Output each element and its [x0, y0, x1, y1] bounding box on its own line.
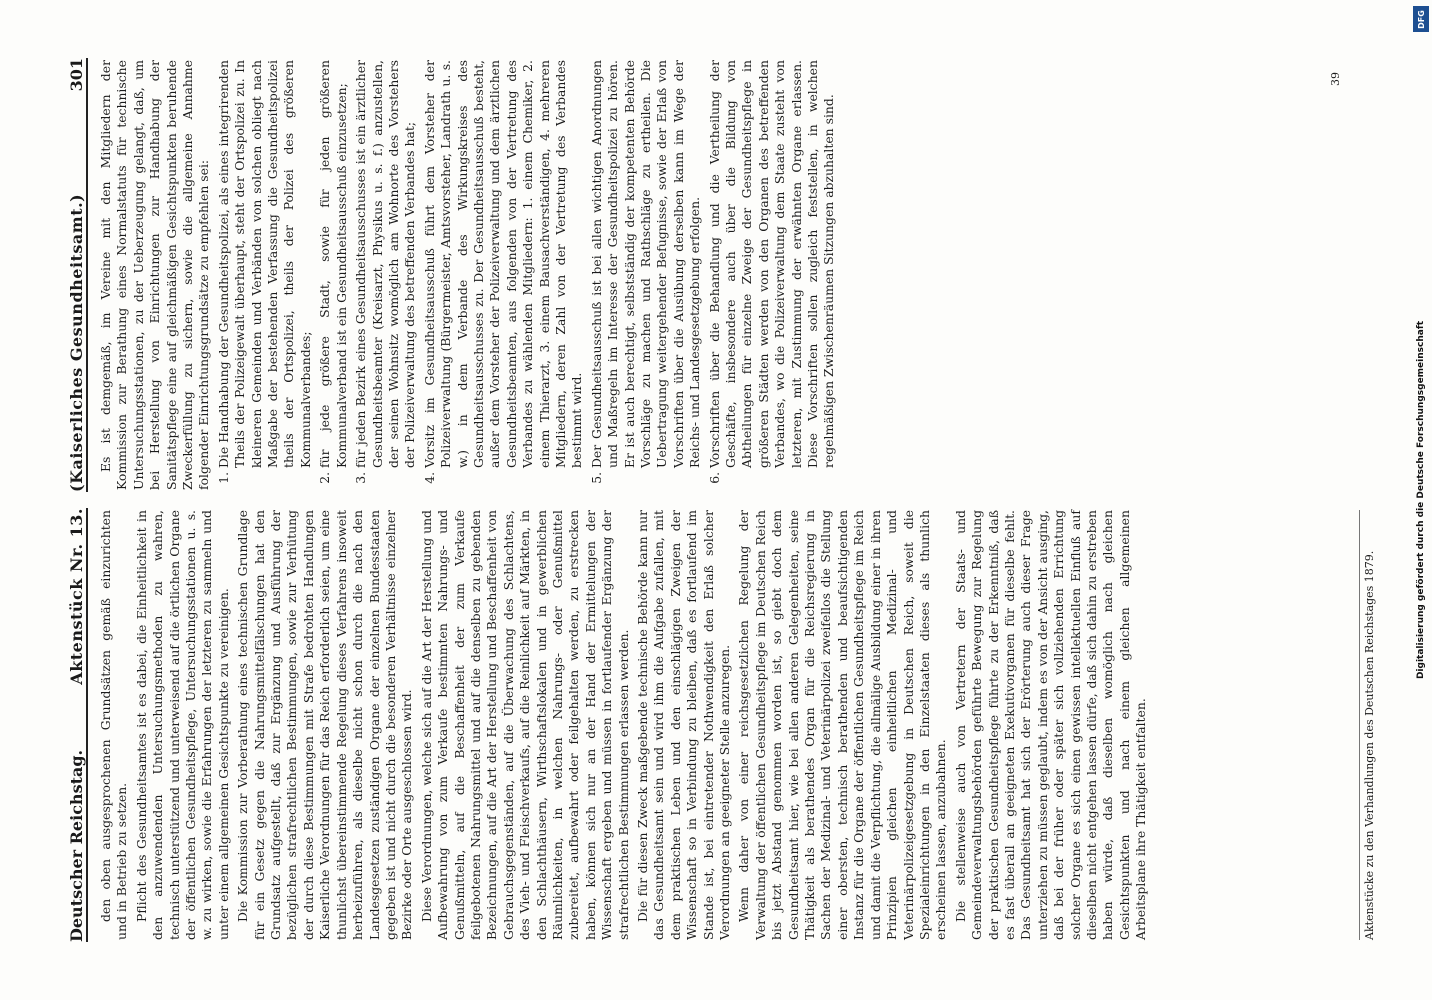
left-body-text: [98, 510, 1346, 940]
signature-mark: 39: [1329, 72, 1342, 86]
paragraph: Diese Verordnungen, welche sich auf die Art der Herstellung und Aufbewahrung von zum Verkaufe bestimmten Nahrungs- und Genußmitteln, auf die Beschaffenheit der zum Verkaufe feilgebotenen Nahrungsmittel und auf die denselben zu gebenden Bezeichnungen, auf die Art der Herstellung und Beschaffenheit von Gebrauchsgegenständen, auf die Überwachung des Schlachtens, des Vieh- und Fleischverkaufs, auf die Reinlichkeit auf Märkten, in den Schlachthäusern, Wirthschaftslokalen und in gewerblichen Räumlichkeiten, in welchen Nahrungs- oder Genußmittel zubereitet, aufbewahrt oder feilgehalten werden, zu erstrecken haben, können sich nur an der Hand der Ermittelungen der Wissenschaft ergeben und müssen in fortlaufender Ergänzung der strafrechtlichen Bestimmungen erlassen werden.: [418, 510, 631, 940]
credit-strip: [1410, 0, 1432, 1000]
paragraph: Die Kommission zur Vorberathung eines technischen Grundlage für ein Gesetz gegen die Nahrungsmittelfälschungen hat den Grundsatz aufgestellt, daß zur Ergänzung und Ausführung der bezüglichen strafrechtlichen Bestimmungen, sowie zur Verhütung der durch diese Bestimmungen mit Strafe bedrohten Handlungen Kaiserliche Verordnungen für das Reich erforderlich seien, um eine thunlichst übereinstimmende Regelung dieses Verfahrens insoweit herbeizuführen, als dieselbe nicht schon durch die nach den Landesgesetzen zuständigen Organe der einzelnen Bundesstaaten gegeben ist und nicht durch die besonderen Verhältnisse einzelner Bezirke oder Orte ausgeschlossen wird.: [235, 510, 415, 940]
rotated-sheet: [46, 50, 1386, 950]
left-column: [46, 500, 1386, 950]
document-number: Aktenstück Nr. 13.: [67, 508, 86, 685]
dfg-logo: [1413, 6, 1429, 32]
paragraph: Pflicht des Gesundheitsamtes ist es dabei, die Einheitlichkeit in den anzuwendenden Untersuchungsmethoden zu wahren, technisch unterstützend und unterweisend auf die örtlichen Organe der öffentlichen Gesundheitspflege, Untersuchungsstationen u. s. w. zu wirken, sowie die Erfahrungen der letzteren zu sammeln und unter einem allgemeinen Gesichtspunkte zu vereinigen.: [133, 510, 231, 940]
paragraph: den oben ausgesprochenen Grundsätzen gemäß einzurichten und in Betrieb zu setzen.: [98, 510, 130, 940]
list-item: 3. für jeden Bezirk eines Gesundheitsausschusses ist ein ärztlicher Gesundheitsbeamter (Kreisarzt, Physikus u. s. f.) anzustellen, der seinen Wohnsitz womöglich am Wohnorte des Vorstehers der Polizeiverwaltung des betreffenden Verbandes hat;: [353, 60, 419, 468]
paragraph: Die für diesen Zweck maßgebende technische Behörde kann nur das Gesundheitsamt sein und wird ihm die Aufgabe zufallen, mit dem praktischen Leben und den einschlägigen Zweigen der Wissenschaft so in Verbindung zu bleiben, daß es fortlaufend im Stande ist, bei eintretender Nothwendigkeit den Erlaß solcher Verordnungen an geeigneter Stelle anzuregen.: [635, 510, 733, 940]
section-title: (Kaiserliches Gesundheitsamt.): [67, 193, 86, 492]
list-item: 6. Vorschriften über die Behandlung und die Vertheilung der Geschäfte, insbesondere auch über die Bildung von Abtheilungen für einzelne Zweige der Gesundheitspflege in größeren Städten werden von den Organen des betreffenden Verbandes, wo die Polizeiverwaltung dem Staate zusteht von letzteren, mit Zustimmung der erwähnten Organe erlassen. Diese Vorschriften sollen zugleich feststellen, in welchen regelmäßigen Zwischenräumen Sitzungen abzuhalten sind.: [707, 60, 838, 468]
list-item: 5. Der Gesundheitsausschuß ist bei allen wichtigen Anordnungen und Maßregeln im Interesse der Gesundheitspolizei zu hören. Er ist auch berechtigt, selbstständig der kompetenten Behörde Vorschläge zu machen und Rathschläge zu ertheilen. Die Uebertragung weitergehender Befugnisse, sowie der Erlaß von Vorschriften über die Ausübung derselben kann im Wege der Reichs- und Landesgesetzgebung erfolgen.: [589, 60, 704, 468]
running-head: Deutscher Reichstag.: [67, 749, 86, 942]
right-column: [46, 50, 1386, 500]
funding-credit: Digitalisierung gefördert durch die Deutsche Forschungsgemeinschaft: [1416, 320, 1426, 680]
left-header: [56, 508, 88, 942]
dfg-logo-label: DFG: [1416, 9, 1426, 29]
paragraph: Es ist demgemäß, im Vereine mit den Mitgliedern der Kommission zur Berathung eines Normalstatuts für technische Untersuchungsstationen, zu der Ueberzeugung gelangt, daß, um bei Herstellung von Einrichtungen zur Handhabung der Sanitätspflege eine auf gleichmäßigen Gesichtspunkten beruhende Zweckerfüllung zu sichern, sowie die allgemeine Annahme folgender Einrichtungsgrundsätze zu empfehlen sei:: [98, 60, 212, 490]
paragraph: Die stellenweise auch von Vertretern der Staats- und Gemeindeverwaltungsbehörden geführte Bewegung zur Regelung der praktischen Gesundheitspflege führte zu der Erkenntniß, daß es fast überall an geeigneten Exekutivorganen für dieselbe fehlt. Das Gesundheitsamt hat sich der Erörterung auch dieser Frage unterziehen zu müssen geglaubt, indem es von der Ansicht ausging, daß bei der früher oder später sich vollziehenden Errichtung solcher Organe es sich einen gewissen intellektuellen Einfluß auf dieselben nicht entgehen lassen dürfe, daß sich dahin zu erstreben haben würde, daß dieselben womöglich nach gleichen Gesichtspunkten und nach einem gleichen allgemeinen Arbeitsplane ihre Thätigkeit entfalten.: [952, 510, 1149, 940]
list-item: 4. Vorsitz im Gesundheitsausschuß führt dem Vorsteher der Polizeiverwaltung (Bürgermeister, Amtsvorsteher, Landrath u. s. w.) in dem Verbande des Wirkungskreises des Gesundheitsausschusses zu. Der Gesundheitsausschuß besteht, außer dem Vorsteher der Polizeiverwaltung und dem ärztlichen Gesundheitsbeamten, aus folgenden von der Vertretung des Verbandes zu wählenden Mitgliedern: 1. einem Chemiker, 2. einem Thierarzt, 3. einem Bausachverständigen, 4. mehreren Mitgliedern, deren Zahl von der Vertretung des Verbandes bestimmt wird.: [422, 60, 586, 468]
right-body-text: [98, 60, 1346, 490]
numbered-list: [216, 60, 838, 490]
list-item: 1. Die Handhabung der Gesundheitspolizei, als eines integrirenden Theils der Polizeigewalt überhaupt, steht der Ortspolizei zu. In kleineren Gemeinden und Verbänden von solchen obliegt nach Maßgabe der bestehenden Verfassung die Gesundheitspolizei theils der Ortspolizei, theils der Polizei des größeren Kommunalverbandes;: [216, 60, 314, 468]
page-number: 301: [67, 58, 86, 92]
list-item: 2. für jede größere Stadt, sowie für jeden größeren Kommunalverband ist ein Gesundheitsausschuß einzusetzen;: [317, 60, 350, 468]
page-footer: Aktenstücke zu den Verhandlungen des Deutschen Reichstages 1879.: [1359, 510, 1376, 940]
paragraph: Wenn daher von einer reichsgesetzlichen Regelung der Verwaltung der öffentlichen Gesundheitspflege im Deutschen Reich bis jetzt Abstand genommen worden ist, so giebt doch dem Gesundheitsamt hier, wie bei allen anderen Gelegenheiten, seine Thätigkeit als berathendes Organ für die Reichsregierung in Sachen der Medizinal- und Veterinärpolizei zweifellos die Stellung einer obersten, technisch berathenden und beaufsichtigenden Instanz für die Organe der öffentlichen Gesundheitspflege im Reich und damit die Verpflichtung, die allmälige Ausbildung einer in ihren Prinzipien gleichen einheitlichen Medizinal- und Veterinärpolizeigesetzgebung in Deutschen Reich, soweit die Spezialeinrichtungen in den Einzelstaaten dieses als thunlich erscheinen lassen, anzubahnen.: [736, 510, 949, 940]
right-header: [56, 58, 88, 492]
